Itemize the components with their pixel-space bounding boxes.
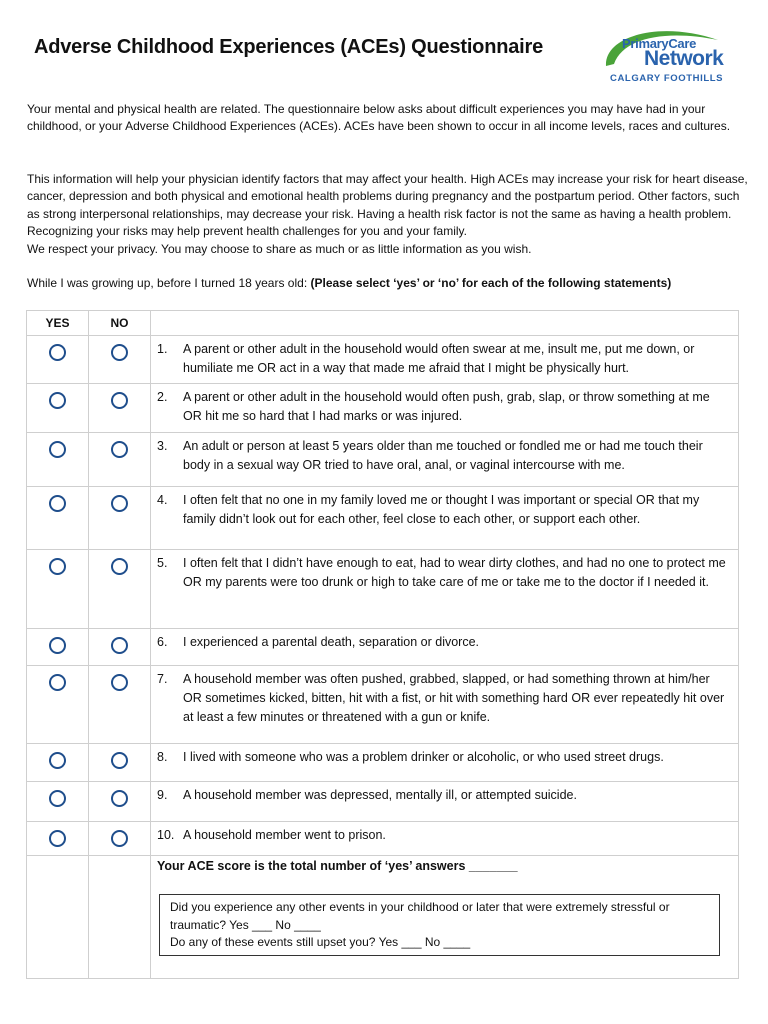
- page-title: Adverse Childhood Experiences (ACEs) Questionnaire: [34, 36, 544, 58]
- question-number: 2.: [157, 390, 168, 404]
- ace-questions-table: [26, 310, 739, 979]
- question-item: [157, 633, 730, 652]
- no-radio[interactable]: [111, 344, 128, 361]
- question-column-header: [151, 311, 739, 336]
- question-row: [27, 487, 739, 550]
- question-number: 10.: [157, 828, 175, 842]
- question-row: [27, 550, 739, 629]
- yes-radio[interactable]: [49, 558, 66, 575]
- question-item: [157, 786, 730, 805]
- yes-radio[interactable]: [49, 637, 66, 654]
- question-text: I often felt that I didn’t have enough to eat, had to wear dirty clothes, and had no one to protect me OR my parents were too drunk or high to take care of me or take me to the doctor if I needed it.: [183, 556, 726, 589]
- table-header-row: [27, 311, 739, 336]
- no-radio[interactable]: [111, 441, 128, 458]
- question-text: A household member went to prison.: [183, 828, 386, 842]
- question-row: [27, 336, 739, 384]
- primary-care-network-logo: [600, 22, 730, 88]
- question-item: [157, 437, 730, 475]
- score-row: [27, 856, 739, 979]
- intro-paragraph-1: Your mental and physical health are related. The questionnaire below asks about difficult experiences you may have had in your childhood, or your Adverse Childhood Experiences (ACEs). ACEs have been shown to occur in all income levels, races and cultures.: [27, 102, 731, 134]
- logo-line-3: CALGARY FOOTHILLS: [610, 73, 724, 84]
- question-number: 1.: [157, 342, 168, 356]
- question-text: A household member was depressed, mentally ill, or attempted suicide.: [183, 788, 577, 802]
- still-upset-question: Do any of these events still upset you? Yes ___ No ____: [170, 935, 471, 949]
- no-radio[interactable]: [111, 790, 128, 807]
- question-text: A household member was often pushed, grabbed, slapped, or had something thrown at him/her OR sometimes kicked, bitten, hit with a fist, or hit with something hard OR ever repeatedly hit over at least a few minutes or threatened with a gun or knife.: [183, 672, 725, 724]
- other-events-box: [159, 894, 720, 956]
- question-text: I lived with someone who was a problem drinker or alcoholic, or who used street drugs.: [183, 750, 664, 764]
- intro-paragraph-2: This information will help your physician identify factors that may affect your health. High ACEs may increase your risk for heart disease, cancer, depression and both physical and emotional health problems during pregnancy and the postpartum period. Other factors, such as strong interpersonal relationships, may decrease your risk. Having a health risk factor is not the same as having a health problem. Recognizing your risks may help prevent health challenges for you and your family. We respect your privacy. You may choose to share as much or as little information as you wish.: [27, 171, 749, 258]
- yes-column-header: YES: [27, 311, 89, 336]
- yes-radio[interactable]: [49, 344, 66, 361]
- question-text: An adult or person at least 5 years older than me touched or fondled me or had me touch their body in a sexual way OR tried to have oral, anal, or vaginal intercourse with me.: [183, 439, 703, 472]
- ace-score-line: Your ACE score is the total number of ‘yes’ answers _______: [157, 859, 518, 873]
- yes-radio[interactable]: [49, 495, 66, 512]
- question-text: I often felt that no one in my family loved me or thought I was important or special OR that my family didn’t look out for each other, feel close to each other, or support each other.: [183, 493, 700, 526]
- question-item: [157, 748, 730, 767]
- no-radio[interactable]: [111, 830, 128, 847]
- no-radio[interactable]: [111, 392, 128, 409]
- question-number: 3.: [157, 439, 168, 453]
- question-row: [27, 384, 739, 433]
- no-radio[interactable]: [111, 495, 128, 512]
- yes-radio[interactable]: [49, 392, 66, 409]
- yes-radio[interactable]: [49, 441, 66, 458]
- yes-radio[interactable]: [49, 752, 66, 769]
- question-row: [27, 433, 739, 487]
- question-row: [27, 744, 739, 782]
- question-item: [157, 491, 730, 529]
- question-row: [27, 666, 739, 744]
- instruction-prompt: [27, 275, 749, 292]
- question-row: [27, 782, 739, 822]
- no-radio[interactable]: [111, 674, 128, 691]
- question-number: 7.: [157, 672, 168, 686]
- question-item: [157, 554, 730, 592]
- question-number: 9.: [157, 788, 168, 802]
- instruction-bold: (Please select ‘yes’ or ‘no’ for each of the following statements): [310, 276, 672, 290]
- question-number: 6.: [157, 635, 168, 649]
- other-events-question: Did you experience any other events in your childhood or later that were extremely stressful or traumatic? Yes ___ No ____: [170, 900, 670, 932]
- logo-line-1: PrimaryCare: [622, 36, 697, 51]
- question-row: [27, 629, 739, 666]
- yes-radio[interactable]: [49, 830, 66, 847]
- no-radio[interactable]: [111, 752, 128, 769]
- question-text: A parent or other adult in the household would often push, grab, slap, or throw something at me OR hit me so hard that I had marks or was injured.: [183, 390, 710, 423]
- question-number: 8.: [157, 750, 168, 764]
- privacy-note: We respect your privacy. You may choose to share as much or as little information as you wish.: [27, 241, 532, 256]
- no-radio[interactable]: [111, 558, 128, 575]
- question-number: 5.: [157, 556, 168, 570]
- question-item: [157, 670, 730, 727]
- question-number: 4.: [157, 493, 168, 507]
- no-radio[interactable]: [111, 637, 128, 654]
- question-text: I experienced a parental death, separation or divorce.: [183, 635, 480, 649]
- question-text: A parent or other adult in the household would often swear at me, insult me, put me down, or humiliate me OR act in a way that made me afraid that I might be physically hurt.: [183, 342, 695, 375]
- yes-radio[interactable]: [49, 674, 66, 691]
- yes-radio[interactable]: [49, 790, 66, 807]
- question-row: [27, 822, 739, 856]
- question-item: [157, 340, 730, 378]
- question-item: [157, 388, 730, 426]
- instruction-plain: While I was growing up, before I turned 18 years old:: [27, 276, 311, 290]
- logo-line-2: Network: [644, 47, 724, 70]
- question-item: [157, 826, 730, 845]
- no-column-header: NO: [89, 311, 151, 336]
